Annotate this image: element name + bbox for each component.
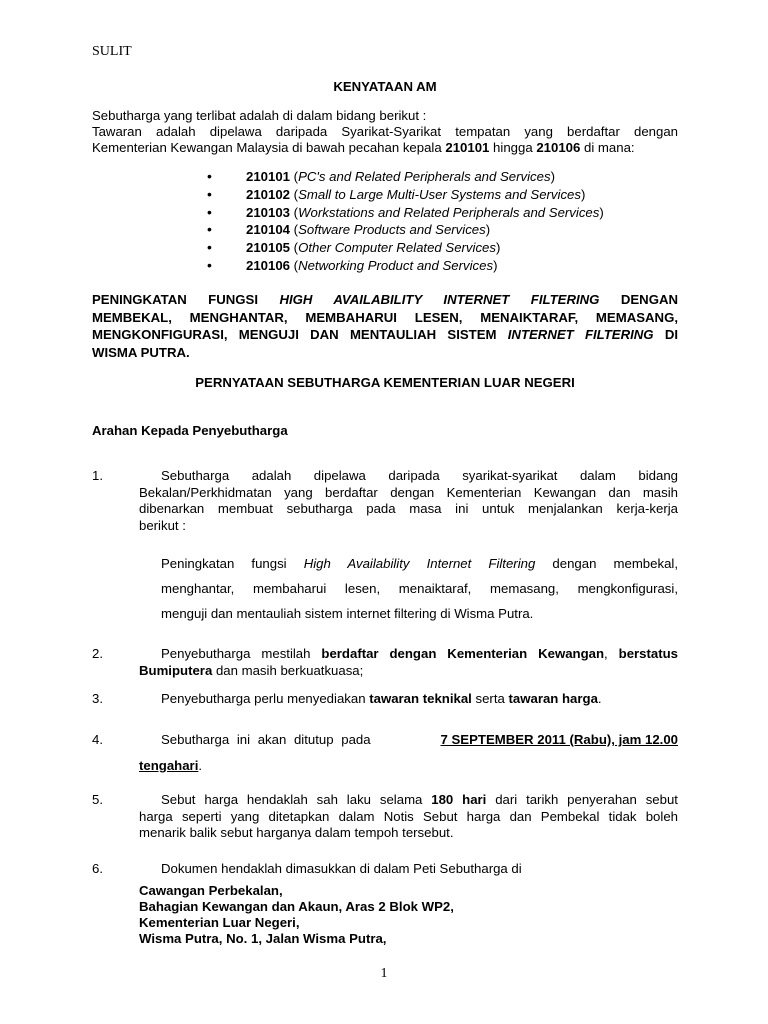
page-number: 1 [380,966,388,981]
list-item: • 210102 (Small to Large Multi-User Systems and Services) [207,186,604,204]
classification-label: SULIT [92,44,132,59]
list-item: • 210104 (Software Products and Services) [207,221,604,239]
submission-address: Cawangan Perbekalan, Bahagian Kewangan dan Akaun, Aras 2 Blok WP2, Kementerian Luar Negeri, Wisma Putra, No. 1, Jalan Wisma Putra, [139,883,454,946]
item-2-text: Penyebutharga mestilah berdaftar dengan Kementerian Kewangan, berstatus Bumiputera dan masih berkuatkuasa; [139,646,679,678]
item-number: 5. [92,792,103,807]
general-statement-title: KENYATAAN AM [333,79,437,94]
statement-title: PERNYATAAN SEBUTHARGA KEMENTERIAN LUAR NEGERI [195,375,575,390]
item-6-text: Dokumen hendaklah dimasukkan di dalam Peti Sebutharga di [161,861,522,876]
list-item: • 210105 (Other Computer Related Services) [207,239,604,257]
item-number: 2. [92,646,103,661]
item-number: 1. [92,468,103,483]
item-number: 3. [92,691,103,706]
project-title: PENINGKATAN FUNGSI HIGH AVAILABILITY INTERNET FILTERING DENGAN MEMBEKAL, MENGHANTAR, MEMBAHARUI LESEN, MENAIKTARAF, MEMASANG, MENGKONFIGURASI, MENGUJI DAN MENTAULIAH SISTEM INTERNET FILTERING DI WISMA PUTRA. [92,292,679,360]
item-3-text: Penyebutharga perlu menyediakan tawaran teknikal serta tawaran harga. [161,691,602,706]
item-number: 6. [92,861,103,876]
list-item: • 210101 (PC's and Related Peripherals and Services) [207,168,604,186]
intro-line: Kementerian Kewangan Malaysia di bawah pecahan kepala 210101 hingga 210106 di mana: [92,140,635,155]
work-description: Peningkatan fungsi High Availability Internet Filtering dengan membekal, menghantar, membaharui lesen, menaiktaraf, memasang, mengkonfigurasi, menguji dan mentauliah sistem internet filtering di Wisma Putra. [161,556,678,621]
intro-line: Tawaran adalah dipelawa daripada Syarikat-Syarikat tempatan yang berdaftar dengan [92,124,678,139]
list-item: • 210106 (Networking Product and Services) [207,257,604,275]
category-code-list [207,168,604,275]
item-4-text: Sebutharga ini akan ditutup pada 7 SEPTEMBER 2011 (Rabu), jam 12.00 tengahari. [139,732,678,773]
instructions-heading: Arahan Kepada Penyebutharga [92,423,288,438]
item-5-text: Sebut harga hendaklah sah laku selama 180 hari dari tarikh penyerahan sebut harga seperti yang ditetapkan dalam Notis Sebut harga dan Pembekal tidak boleh menarik balik sebut harganya dalam tempoh tersebut. [139,792,678,840]
intro-line: Sebutharga yang terlibat adalah di dalam bidang berikut : [92,108,427,123]
item-1-text: Sebutharga adalah dipelawa daripada syarikat-syarikat dalam bidang Bekalan/Perkhidmatan yang berdaftar dengan Kementerian Kewangan dan masih dibenarkan membuat sebutharga pada masa ini untuk menjalankan kerja-kerja berikut : [139,468,678,533]
list-item: • 210103 (Workstations and Related Peripherals and Services) [207,204,604,222]
item-number: 4. [92,732,103,747]
